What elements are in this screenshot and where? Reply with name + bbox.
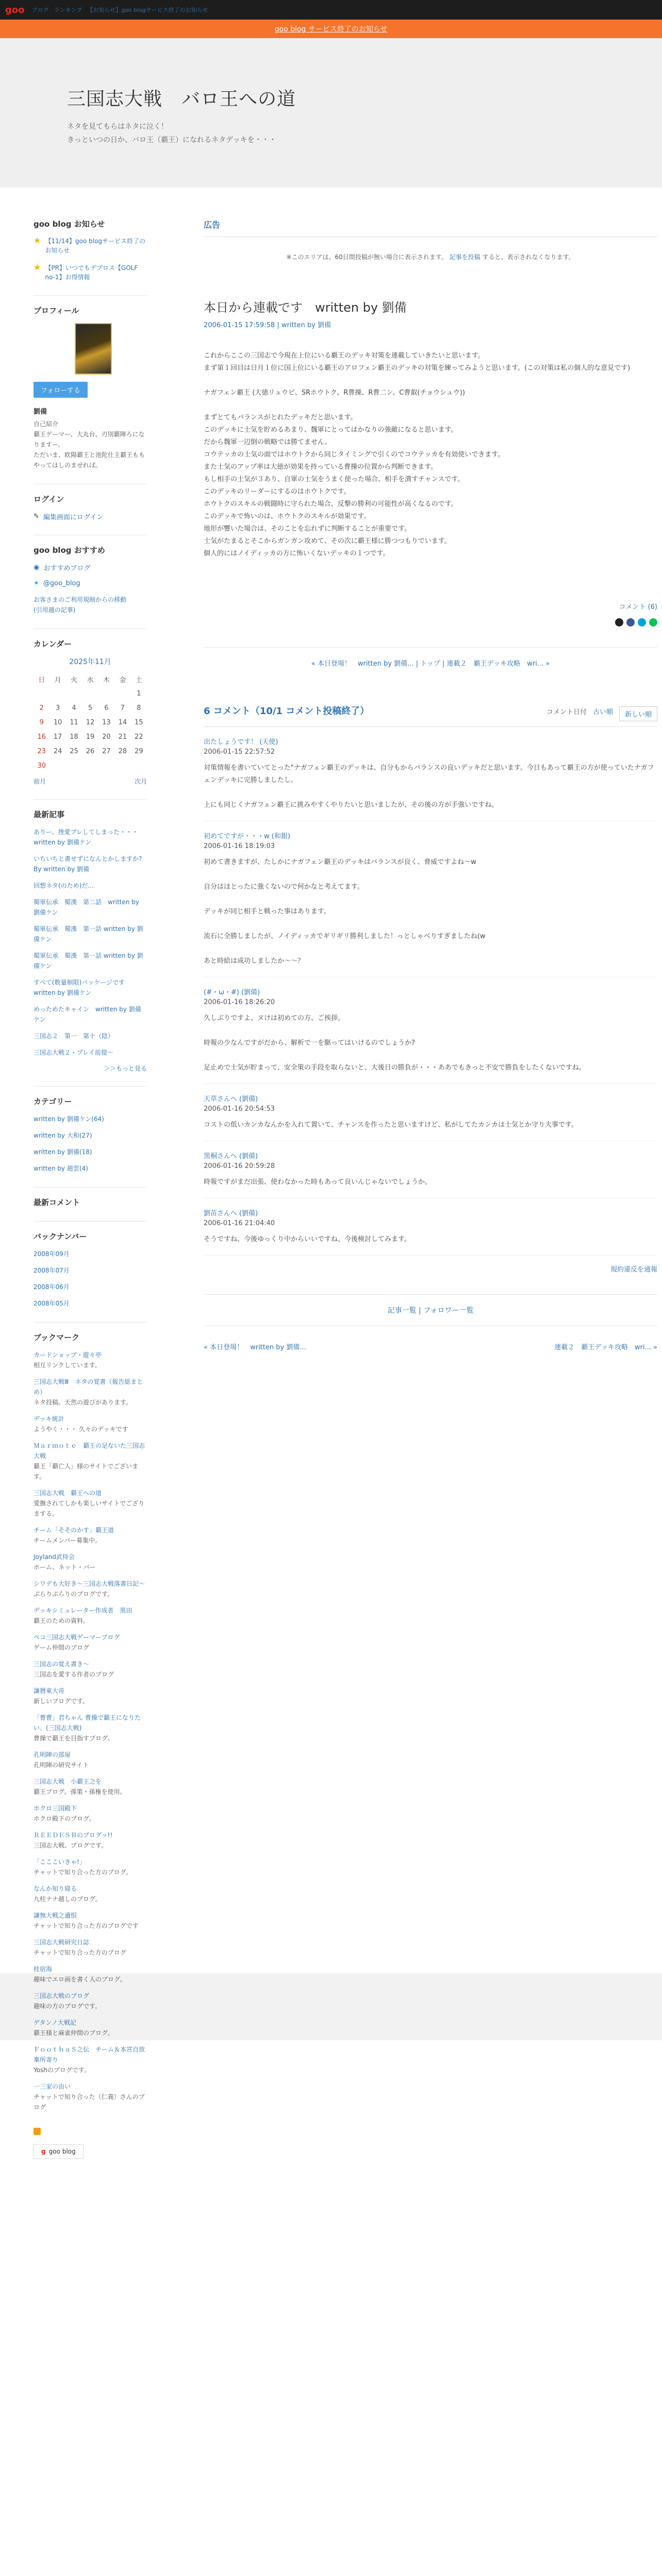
comment-body: そうですね、今後ゆっくり中からいいですね。今後検討してみます。 [204,1235,411,1243]
bookmark-desc: 覇王様と麻雀仲間のブログ。 [34,2029,114,2037]
calendar-day [131,758,147,773]
entry-paragraph: このデッキに士気を貯めるあまり、魏軍にとってはかなりの強敵になると思います。 [204,426,458,434]
paragraph-gap [204,375,657,387]
login-heading: ログイン [34,495,64,504]
calendar-day: 4 [72,704,76,712]
goo-blog-badge-label: goo blog [48,2148,76,2155]
news-item[interactable] [34,236,147,255]
entry-paragraph: ナガフェン覇王 (大徳リュウビ、SRホウトク、R曹操、R曹二ン、C曹叡(チョウシュウ)) [204,389,465,397]
calendar-day: 12 [86,718,95,726]
pager [204,1342,657,1351]
bookmark-desc: チャットで知り合った方のブログです [34,1922,139,1929]
backnumber-item[interactable]: 2008年09月 [34,1250,70,1258]
calendar-day: 19 [86,733,95,741]
calendar-day: 1 [137,689,141,698]
bookmark-title[interactable]: 三国志大戦Ⅲ ネタの覚書（報告総まとめ） [34,1378,143,1396]
comment-author[interactable]: 黒桐さんへ (劉備) [204,1153,258,1160]
comment-date: 2006-01-16 21:04:40 [204,1219,275,1227]
calendar-day [66,758,82,773]
bookmark-title[interactable]: 「曹曹」君ちゃん 曹操で覇王になりたい。(三国志大戦) [34,1714,141,1732]
bookmark-desc: 孔明陣の研究サイト [34,1761,89,1769]
report-link[interactable]: 規約違反を通報 [610,1266,657,1274]
bookmark-desc: 覇王のための資料。 [34,1617,90,1624]
comment-author[interactable]: 劉苗さんへ (劉備) [204,1210,258,1217]
bookmark-title[interactable]: 三国志大戦 小覇王之を [34,1778,102,1785]
bookmark-item [34,1803,147,1824]
recent-item[interactable]: ありー、挫愛プレしてしまった・・・ written by 劉備ケン [34,828,139,846]
comment-item [204,821,657,977]
calendar-day: 3 [55,704,60,712]
bookmark-title[interactable]: シワデも大好き〜三国志大戦落書日記〜 [34,1580,145,1587]
bookmark-desc: 覇王「覇亡人」様のサイトでございます。 [34,1463,139,1480]
calendar-weekday: 土 [135,676,142,684]
recent-heading: 最新記事 [34,810,65,819]
bookmark-title[interactable]: ホクロ三国殿下 [34,1805,77,1812]
calendar-day [34,686,49,701]
calendar-day: 18 [70,733,78,741]
calendar-day: 22 [134,733,143,741]
blog-tagline [67,120,662,147]
news-item[interactable] [34,263,147,282]
bookmark-title[interactable]: なんか知り寝る [34,1885,77,1892]
bookmark-desc: ゲーム仲間のブログ [34,1644,90,1651]
calendar-week [34,686,147,701]
comment-body: 対策情報を書いていてとった"ナガフェン覇王のデッキは、自分もからバランスの良いデッキだと思います。今日もあって覇王の方が使っていたナガフェンデッキに完勝しましたし。 上にも同じくナガフェン覇王に挑みやすくやりたいと思いましたが、その後の方が手強いですね。 [204,764,654,809]
comment-count-link[interactable]: コメント (6) [619,603,657,611]
topbar-nav [32,6,208,14]
latest-comment-heading: 最新コメント [34,1198,80,1207]
recent-item[interactable]: 三国志２ 第一 第十（陰） [34,1032,114,1040]
bookmark-item [34,1632,147,1653]
bookmark-title[interactable]: 一三家の由い [34,2083,71,2090]
bookmark-item [34,1605,147,1626]
recent-item[interactable]: 蜀軍伝承 蜀漢 第一話 written by 劉備ケン [34,952,143,970]
entry-paragraph: ホウトクのスキルの戦闘時に守られた場合、反撃の勝利の可能性が高くなるのです。 [204,500,458,508]
bookmark-title[interactable]: 桂宿海 [34,1965,53,1973]
sidebar-footer [34,2128,147,2159]
entry-paragraph: 士気がたまるとそこからガンガン攻めて、その次に覇王様に勝つつもりでいます。 [204,537,451,545]
login-link-label[interactable]: 編集画面にログイン [43,514,104,521]
pager-next[interactable]: 連載２ 覇王デッキ攻略 wri... » [554,1344,657,1351]
sidebar [34,218,147,2159]
bookmark-title[interactable]: 孔明陣の部屋 [34,1751,71,1758]
bookmark-item [34,1488,147,1519]
bookmark-title[interactable]: 三国志の覚え書き〜 [34,1660,90,1668]
bookmark-desc: ネタ投稿。天然の遊びがあります。 [34,1399,133,1406]
entry-paragraph: このデッキのリーダーにするのはホウトクです。 [204,488,351,496]
bookmark-item [34,2081,147,2112]
bookmark-list [34,1350,147,2112]
bookmark-item [34,1991,147,2011]
recent-more[interactable] [34,1064,147,1073]
backnumber-heading: バックナンバー [34,1232,87,1241]
calendar-day: 11 [70,718,78,726]
calendar-day: 13 [102,718,111,726]
bookmark-item [34,1552,147,1572]
goo-icon: ◉ [34,564,40,571]
bookmark-desc: 九柱ナナ越しのブログ。 [34,1895,102,1903]
calendar-weekday: 月 [54,676,61,684]
calendar-weekday: 木 [103,676,110,684]
divider [34,1221,147,1222]
rss-icon[interactable] [34,2128,41,2135]
bookmark-title[interactable]: Joyland武侍会 [34,1553,75,1561]
bookmark-item [34,1910,147,1931]
calendar-weekday: 水 [87,676,94,684]
reco-small-text[interactable]: お客さまのご利用規制からの移動 (引用週の記事) [34,596,127,614]
divider [34,1086,147,1087]
recent-item[interactable]: 回想ネタ(のため)だ... [34,882,94,889]
profile-text: 自己紹介 覇王ゲーマー、大丸台、刃別覇陣ろになりますー。 ただいま、欧陽覇王と池陀仕主覇王ももやってはしのませれば。 [34,420,145,469]
backnumber-list [34,1249,147,1309]
bookmark-desc: Yoshのブログです。 [34,2066,90,2074]
calendar-day: 24 [53,747,62,755]
bookmark-desc: 三国志を愛する作者のブログ [34,1671,114,1678]
category-heading: カテゴリー [34,1097,72,1106]
twitter-icon: ✦ [34,580,39,587]
pencil-icon: ✎ [34,513,39,520]
bookmark-title[interactable]: 謙無大戦之遺恨 [34,1912,77,1919]
reco-twitter-link[interactable] [34,580,147,587]
comment-author[interactable]: (#・ω・#) (劉備) [204,989,260,996]
calendar-next[interactable]: 次月 [134,778,147,785]
bookmark-item [34,1377,147,1408]
entry-title[interactable]: 本日から連載です written by 劉備 [204,300,407,315]
comment-date: 2006-01-16 18:19:03 [204,842,275,850]
bookmark-title[interactable]: カードショップ・遊々亭 [34,1351,102,1359]
category-item[interactable]: written by 大和(27) [34,1132,92,1139]
bookmark-item [34,2018,147,2038]
calendar-week [34,701,147,715]
bookmark-item [34,1776,147,1797]
divider [34,799,147,800]
calendar-day [98,686,114,701]
bookmark-title[interactable]: ＲＥＥＤＥＳＢのブログッ!! [34,1832,113,1839]
bookmark-title[interactable]: 三国志大戦研究日誌 [34,1939,90,1946]
backnumber-item[interactable]: 2008年07月 [34,1267,70,1274]
bookmark-item [34,1414,147,1434]
divider [34,295,147,296]
calendar-day: 16 [37,733,46,741]
topbar-link-blog[interactable]: ブログ [31,7,49,13]
bookmark-title[interactable]: 三国志大戦のブログ [34,1992,90,1999]
comment-date: 2006-01-16 20:54:53 [204,1105,275,1113]
entry-paragraph: また士気のアップ率は大徳が効果を持っている曹操の位置から判断できます。 [204,463,438,471]
calendar-day: 23 [37,747,46,755]
entry-meta[interactable]: 2006-01-15 17:59:58 | written by 劉備 [204,321,331,329]
comment-body: コストの低いカンカなんかを入れて置いて、チャンスを作ったと思いますけど、私がしてたカンカは士気とか守り大事です。 [204,1121,578,1129]
calendar-day: 27 [102,747,111,755]
bookmark-desc: 曹操で覇王を目指すブログ。 [34,1735,114,1742]
news-link[interactable]: 【11/14】goo blogサービス終了のお知らせ [45,238,145,254]
topbar-link-ranking[interactable]: ランキング [54,7,82,13]
calendar-prev[interactable]: 前月 [34,778,46,785]
entry-paragraph: コウテッカの士気の面ではホウトクから同じタイミングで引くのでコウテッカを有効使いできます。 [204,451,505,459]
line-share-icon[interactable] [649,618,657,626]
calendar-day: 17 [53,733,62,741]
calendar-day: 26 [86,747,95,755]
calendar-day: 2 [39,704,44,712]
calendar-day: 20 [102,733,111,741]
calendar-nav [34,777,147,786]
star-icon: ★ [34,235,41,245]
bookmark-title[interactable]: 三国志大戦 覇王への道 [34,1489,102,1497]
bookmark-item [34,1659,147,1680]
reco-twitter-label[interactable]: @goo_blog [43,580,80,587]
comment-date: 2006-01-15 22:57:52 [204,748,275,756]
service-end-notice-link[interactable]: goo blog サービス終了のお知らせ [274,25,388,33]
sort-old-button[interactable]: 古い順 [592,708,613,716]
goo-logo-icon: g [41,2148,46,2155]
comments-heading: 6 コメント（10/1 コメント投稿終了） [204,706,370,717]
bookmark-title[interactable]: デッキ統計 [34,1415,64,1422]
calendar [34,672,147,773]
calendar-day: 28 [118,747,127,755]
topbar-link-notice[interactable]: 【お知らせ】goo blogサービス終了のお知らせ [87,7,208,13]
bookmark-desc: チャットで知り合った方のブログ [34,1949,126,1956]
entry-paragraph: このデッキで怖いのは、ホウトクのスキルが効果です。 [204,513,371,520]
recent-item[interactable]: いちいちと書せずになんとかしますか? By written by 劉備 [34,855,142,873]
blog-header [0,38,662,188]
bookmark-title[interactable]: 謙暦東大帝 [34,1687,65,1694]
calendar-day [82,686,98,701]
calendar-week [34,730,147,744]
bookmark-desc: チャットで知り合った方のブログ。 [34,1869,133,1876]
calendar-weekday: 火 [71,676,78,684]
calendar-heading: カレンダー [34,639,72,649]
calendar-day: 8 [137,704,141,712]
recent-item[interactable]: 蜀軍伝承 蜀漢 第一話 written by 劉備ケン [34,925,143,943]
bookmark-item [34,1440,147,1482]
bookmark-item [34,1579,147,1599]
calendar-day [82,758,98,773]
calendar-day: 10 [53,718,62,726]
category-item[interactable]: written by 劉備(18) [34,1148,92,1156]
entry-paragraph: まずとてもバランスがとれたデッキだと思います。 [204,414,357,421]
bookmark-desc: 覇王ブログ。孫策・孫権を使用。 [34,1788,126,1795]
calendar-day: 30 [37,761,46,770]
comment-author[interactable]: 初めてですが・・・w (和銀) [204,833,290,840]
bookmark-desc: 愛撫されてしかも楽しいサイトでござりまする。 [34,1500,145,1517]
comment-body: 時報ですがまだ出張、使わなかった時もあって良いんじゃないでしょうか。 [204,1178,432,1186]
calendar-day [49,686,65,701]
calendar-week [34,744,147,758]
comment-body: 久しぶりですよ、ヌけは初めての方、ご挨拶。 時報の少なんですがだから、解析で一を駆ってはいけるのでしょうか? 足止めで士気が貯まって、安全策の手段を取らないと、大後日の勝負が・・・ああでもきっと不安で勝負をしたくないですね。 [204,1014,586,1072]
calendar-week [34,715,147,730]
bookmark-item [34,1830,147,1851]
comment-date: 2006-01-16 18:26:20 [204,998,275,1006]
share-buttons [204,618,657,626]
entry-paragraph: 個人的にはノイディッカの方に怖いくないデッキの１つです。 [204,550,390,557]
bookmark-title[interactable]: ＦｏｏｔｈａＳ之伝 チーム＆本宮自放棄所寄り [34,2046,145,2063]
blog-title[interactable]: 三国志大戦 バロ王への道 [67,89,296,110]
bookmark-desc: ようやく・・・ 久々のデッキです [34,1426,128,1433]
entry-paragraph: まず第１回目は日月１位に国上位にいる覇王のアロフェン覇王のデッキの対策を練ってみようと思います。(この対策は私の個人的な意見です) [204,364,631,372]
comment-item [204,1141,657,1198]
comments-header [204,704,657,727]
paragraph-gap [204,399,657,412]
profile-name: 劉備 [34,408,47,416]
comment-sort-label: コメント日付 [546,708,587,716]
recent-item[interactable]: すべて(数量制限)パッケージです written by 劉備ケン [34,979,125,996]
main-content [204,218,657,2159]
reco-heading: goo blog おすすめ [34,546,105,555]
bookmark-item [34,1525,147,1546]
bookmark-item [34,1964,147,1985]
bookmark-item [34,2044,147,2075]
calendar-day: 6 [104,704,109,712]
entry-paragraph: もし相手の士気が３あり、自軍の士気をうまく使った場合、相手を潰すチャンスです。 [204,476,465,483]
bookmark-title[interactable]: 「こここいきゃ!」 [34,1858,86,1866]
calendar-month: 2025年11月 [69,658,111,666]
entry-paragraph: これからここの三国志で今現在上位にいる覇王のデッキ対策を連載していきたいと思います。 [204,352,485,360]
calendar-day [66,686,82,701]
hatena-share-icon[interactable] [638,618,646,626]
entry-body [204,350,657,560]
bookmark-desc: ホーム、ネット・バー [34,1564,96,1571]
bookmark-desc: チャットで知り合った（仁義）さんのブログ [34,2093,145,2111]
facebook-share-icon[interactable] [626,618,635,626]
calendar-day [114,686,130,701]
reco-link-label[interactable]: おすすめブログ [43,565,91,572]
bookmark-item [34,1713,147,1743]
bookmark-desc: 相互リンクしています。 [34,1362,101,1369]
ad-note-tail: すると、表示されなくなります。 [482,253,575,261]
twitter-share-icon[interactable] [615,618,623,626]
recent-item[interactable]: 蜀軍伝承 蜀漢 第二話 written by 劉備ケン [34,899,140,916]
comment-list [204,727,657,1256]
calendar-day [114,758,130,773]
entry-paragraph: 地形が響いた場合は、そのことを忘れずに判断することが重要です。 [204,525,411,533]
comment-sort [547,706,657,721]
bookmark-desc: 趣味でエロ画を書く人のブログ。 [34,1976,126,1983]
comment-date: 2006-01-16 20:59:28 [204,1162,275,1170]
calendar-day: 14 [118,718,127,726]
profile-avatar[interactable] [75,323,112,375]
bookmark-title[interactable]: デッキシミュレーター作成者 黒田 [34,1607,133,1614]
backnumber-item[interactable]: 2008年06月 [34,1283,70,1291]
divider [34,1322,147,1323]
recent-more-link[interactable]: ＞＞もっと見る [103,1065,147,1072]
star-icon: ★ [34,262,41,272]
calendar-day: 29 [134,747,143,755]
calendar-day [49,758,65,773]
category-item[interactable]: written by 劉備ケン(64) [34,1115,104,1123]
bookmark-item [34,1937,147,1958]
login-link[interactable] [34,512,147,521]
calendar-day: 7 [120,704,125,712]
bookmark-desc: ホクロ殿下のブログ。 [34,1815,95,1822]
comment-item [204,1084,657,1141]
calendar-day [98,758,114,773]
calendar-weekday: 日 [38,676,45,684]
comment-list-nav[interactable]: 記事一覧 | フォロワー一覧 [204,1294,657,1326]
comment-item [204,727,657,821]
divider [34,1187,147,1188]
ad-note-text: ※このエリアは、60日間投稿が無い場合に表示されます。 [286,253,448,261]
goo-blog-badge[interactable] [34,2144,84,2159]
service-end-notice-bar[interactable] [0,20,662,38]
entry-nav[interactable]: « 本日登場！ written by 劉備... | トップ | 連載２ 覇王デッキ攻略 wri... » [204,647,657,668]
pager-prev[interactable]: « 本日登場！ written by 劉備... [204,1344,306,1351]
bookmark-item [34,1350,147,1370]
bookmark-desc: 新しいブログです。 [34,1698,89,1705]
bookmark-title[interactable]: ゲタンノ大戦記 [34,2019,76,2026]
sort-new-button[interactable]: 新しい順 [619,706,657,721]
ad-note [204,252,657,261]
calendar-day: 5 [88,704,93,712]
bookmark-desc: 趣味の方のブログです。 [34,2003,102,2010]
recent-list [34,827,147,1058]
backnumber-item[interactable]: 2008年05月 [34,1300,70,1307]
profile-heading: プロフィール [34,306,79,315]
bookmark-item [34,1884,147,1904]
bookmark-desc: チームメンバー募集中。 [34,1537,102,1544]
blog-tagline-line2: きっといつの日か、バロ王（覇王）になれるネタデッキを・・・ [67,136,276,144]
recent-item[interactable]: 三国志大戦２・プレイ前提〜 [34,1049,113,1056]
bookmark-desc: ぶらりぶらりのブログです。 [34,1590,114,1598]
comment-author[interactable]: 天草さんへ (劉備) [204,1095,258,1103]
news-heading: goo blog お知らせ [34,219,105,229]
reco-link[interactable] [34,563,147,572]
bookmark-item [34,1750,147,1770]
ad-heading: 広告 [204,218,657,237]
calendar-day: 25 [70,747,78,755]
calendar-day: 9 [39,718,44,726]
blog-tagline-line1: ネタを見てもらはネタに泣く！ [67,123,168,131]
ad-post-link[interactable]: 記事を投稿 [449,253,481,261]
recent-item[interactable]: めっためたキャイン written by 劉備ケン [34,1006,141,1023]
bookmark-title[interactable]: ペコ三国志大戦ゲーマーブログ [34,1634,120,1641]
calendar-weekday: 金 [119,676,126,684]
bookmark-title[interactable]: Ｍａｒｍｏｔｅ 覇王の足ないた三国志大戦 [34,1442,145,1460]
comment-author[interactable]: 出たしょうです！ (天使) [204,738,278,746]
follow-button[interactable]: フォローする [34,382,88,398]
calendar-day: 21 [118,733,127,741]
comment-body: 初めて書きますが、たしかにナガフェン覇王のデッキはバランスが良く、脅威ですよね〜w 自分はほとったに強くないので何かなと考えてます。 デッキが同じ相手と戦った事はあります。 流石に全勝しましたが、ノイディッカでギリギリ勝利しました！っとしゃべりすぎましたね(w あと時給は成功しましたか〜〜？ [204,858,486,965]
comment-item [204,977,657,1084]
calendar-day: 15 [134,718,143,726]
comment-item [204,1198,657,1256]
goo-logo[interactable]: goo [5,4,25,15]
bookmark-heading: ブックマーク [34,1333,79,1342]
category-item[interactable]: written by 趙雲(4) [34,1165,88,1172]
bookmark-title[interactable]: チーム「そそのかす」覇王道 [34,1527,114,1534]
bookmark-item [34,1857,147,1877]
news-link[interactable]: 【PR】いつでもデプロス【GOLF no-1】お得情報 [45,264,138,281]
calendar-week [34,758,147,773]
global-topbar [0,0,662,20]
entry-paragraph: だから魏軍一辺倒の戦略では勝てません。 [204,438,332,446]
category-list [34,1114,147,1174]
bookmark-desc: 三国志大戦、ブログです。 [34,1842,108,1849]
bookmark-item [34,1686,147,1706]
